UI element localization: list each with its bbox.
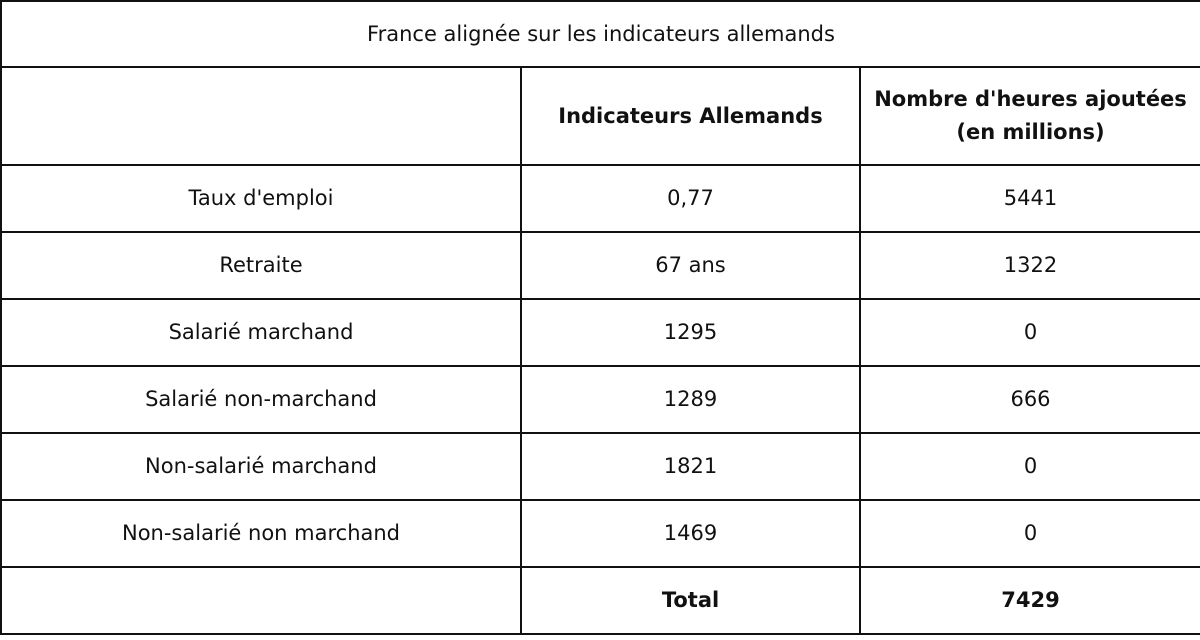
table-row — [1, 500, 1200, 567]
row-hours: 0 — [860, 299, 1200, 366]
row-label: Taux d'emploi — [1, 165, 521, 232]
row-label: Retraite — [1, 232, 521, 299]
row-hours: 0 — [860, 500, 1200, 567]
row-indicator: 1295 — [521, 299, 860, 366]
table-row — [1, 299, 1200, 366]
header-empty-cell — [1, 67, 521, 165]
table-title-row — [1, 1, 1200, 67]
row-indicator: 1821 — [521, 433, 860, 500]
row-hours: 666 — [860, 366, 1200, 433]
table-row — [1, 232, 1200, 299]
row-label: Non-salarié non marchand — [1, 500, 521, 567]
row-label: Non-salarié marchand — [1, 433, 521, 500]
row-label: Salarié non-marchand — [1, 366, 521, 433]
header-heures-line1: Nombre d'heures ajoutées — [874, 87, 1187, 112]
row-label: Salarié marchand — [1, 299, 521, 366]
table-row — [1, 165, 1200, 232]
row-indicator: 0,77 — [521, 165, 860, 232]
table-header-row — [1, 67, 1200, 165]
row-indicator: 1289 — [521, 366, 860, 433]
row-indicator: 67 ans — [521, 232, 860, 299]
row-hours: 0 — [860, 433, 1200, 500]
header-indicateurs: Indicateurs Allemands — [521, 67, 860, 165]
header-heures-line2: (en millions) — [956, 120, 1105, 144]
total-empty-cell — [1, 567, 521, 634]
header-heures — [860, 67, 1200, 165]
table-row — [1, 366, 1200, 433]
row-hours: 5441 — [860, 165, 1200, 232]
table-total-row — [1, 567, 1200, 634]
total-label: Total — [521, 567, 860, 634]
row-hours: 1322 — [860, 232, 1200, 299]
row-indicator: 1469 — [521, 500, 860, 567]
table-title: France alignée sur les indicateurs allemands — [1, 1, 1200, 67]
table-row — [1, 433, 1200, 500]
total-hours: 7429 — [860, 567, 1200, 634]
